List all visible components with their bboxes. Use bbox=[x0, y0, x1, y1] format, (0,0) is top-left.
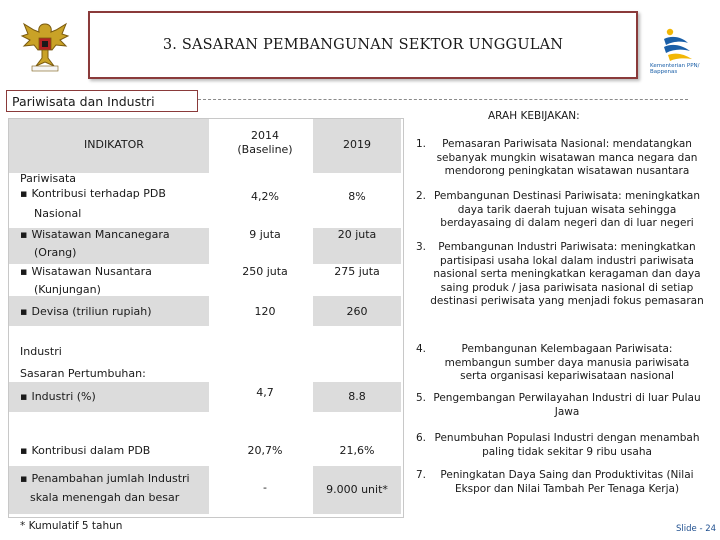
pariwisata-heading: Pariwisata bbox=[20, 172, 77, 185]
row-baseline: - bbox=[263, 481, 267, 494]
policy-text: Pembangunan Kelembagaan Pariwisata: membangun sumber daya manusia pariwisata serta organisasi kepariwisataan nasional bbox=[444, 343, 690, 382]
policy-text: Pemasaran Pariwisata Nasional: mendatangkan sebanyak mungkin wisatawan manca negara dan mendorong peningkatan wisatawan nusantara bbox=[436, 138, 698, 177]
dashed-divider bbox=[198, 99, 688, 100]
policy-number: 5. bbox=[416, 392, 427, 404]
policy-item bbox=[416, 343, 704, 384]
policy-number: 6. bbox=[416, 432, 427, 444]
row-target: 260 bbox=[346, 305, 368, 318]
policy-item bbox=[416, 138, 704, 179]
policy-text: Penumbuhan Populasi Industri dengan menambah paling tidak sekitar 9 ribu usaha bbox=[434, 432, 700, 458]
industri-subheading: Sasaran Pertumbuhan: bbox=[20, 367, 146, 380]
garuda-emblem-icon bbox=[18, 18, 72, 74]
row-baseline: 4,2% bbox=[251, 190, 279, 203]
row-label: ▪ Kontribusi terhadap PDB bbox=[20, 187, 166, 201]
policy-number: 1. bbox=[416, 138, 427, 150]
policy-text: Peningkatan Daya Saing dan Produktivitas (Nilai Ekspor dan Nilai Tambah Per Tenaga Kerja) bbox=[440, 469, 694, 495]
section-label bbox=[6, 90, 198, 112]
row-label-cont: (Orang) bbox=[34, 246, 77, 259]
policy-number: 7. bbox=[416, 469, 427, 481]
logo-text-line1: Kementerian PPN/ bbox=[650, 63, 700, 69]
row-target: 20 juta bbox=[337, 228, 377, 241]
row-label-cont: skala menengah dan besar bbox=[30, 491, 180, 504]
title-box bbox=[88, 11, 638, 79]
row-baseline: 250 juta bbox=[242, 265, 288, 278]
policy-number: 2. bbox=[416, 190, 427, 202]
section-label-text: Pariwisata dan Industri bbox=[12, 93, 155, 109]
row-baseline: 4,7 bbox=[256, 386, 274, 399]
row-label: ▪ Kontribusi dalam PDB bbox=[20, 444, 150, 458]
slide-number: Slide - 24 bbox=[676, 524, 717, 534]
logo-text-line2: Bappenas bbox=[650, 69, 678, 75]
row-baseline: 9 juta bbox=[249, 228, 281, 241]
row-target: 275 juta bbox=[334, 265, 380, 278]
page-title: 3. SASARAN PEMBANGUNAN SEKTOR UNGGULAN bbox=[162, 37, 564, 53]
industri-heading: Industri bbox=[20, 345, 62, 358]
row-target: 9.000 unit* bbox=[326, 483, 388, 496]
policy-number: 3. bbox=[416, 241, 427, 253]
policy-text: Pembangunan Industri Pariwisata: meningkatkan partisipasi usaha lokal dalam industri pariwisata nasional serta meningkatkan keragaman dan daya saing produk / jasa pariwisata nasional di setiap destinasi periwisata yang menjadi fokus pemasaran bbox=[430, 241, 704, 307]
row-label-cont: (Kunjungan) bbox=[34, 283, 101, 296]
policy-text: Pembangunan Destinasi Pariwisata: meningkatkan daya tarik daerah tujuan wisata sehingga berdayasaing di dalam negeri dan di luar negeri bbox=[433, 190, 701, 229]
policy-item bbox=[416, 469, 704, 496]
policy-item bbox=[416, 190, 704, 231]
header-baseline: 2014 (Baseline) bbox=[237, 129, 293, 156]
row-label: ▪ Wisatawan Nusantara bbox=[20, 265, 152, 279]
policy-number: 4. bbox=[416, 343, 427, 355]
header-target: 2019 bbox=[343, 138, 371, 151]
row-baseline: 20,7% bbox=[247, 444, 283, 457]
row-baseline: 120 bbox=[254, 305, 276, 318]
row-target: 8% bbox=[348, 190, 366, 203]
policy-item bbox=[416, 241, 704, 309]
arah-kebijakan-title: ARAH KEBIJAKAN: bbox=[488, 110, 580, 122]
footnote: * Kumulatif 5 tahun bbox=[20, 520, 123, 532]
row-label: ▪ Industri (%) bbox=[20, 390, 96, 404]
row-label: ▪ Devisa (triliun rupiah) bbox=[20, 305, 152, 319]
row-target: 8.8 bbox=[348, 390, 366, 403]
row-label-cont: Nasional bbox=[34, 207, 82, 220]
row-label: ▪ Penambahan jumlah Industri bbox=[20, 472, 190, 486]
policy-item bbox=[416, 432, 704, 459]
policy-item bbox=[416, 392, 704, 419]
row-target: 21,6% bbox=[339, 444, 375, 457]
header-indikator: INDIKATOR bbox=[84, 138, 144, 151]
policy-text: Pengembangan Perwilayahan Industri di luar Pulau Jawa bbox=[433, 392, 701, 418]
bappenas-logo bbox=[650, 27, 710, 82]
row-label: ▪ Wisatawan Mancanegara bbox=[20, 228, 170, 242]
bappenas-logo-icon bbox=[658, 27, 698, 63]
